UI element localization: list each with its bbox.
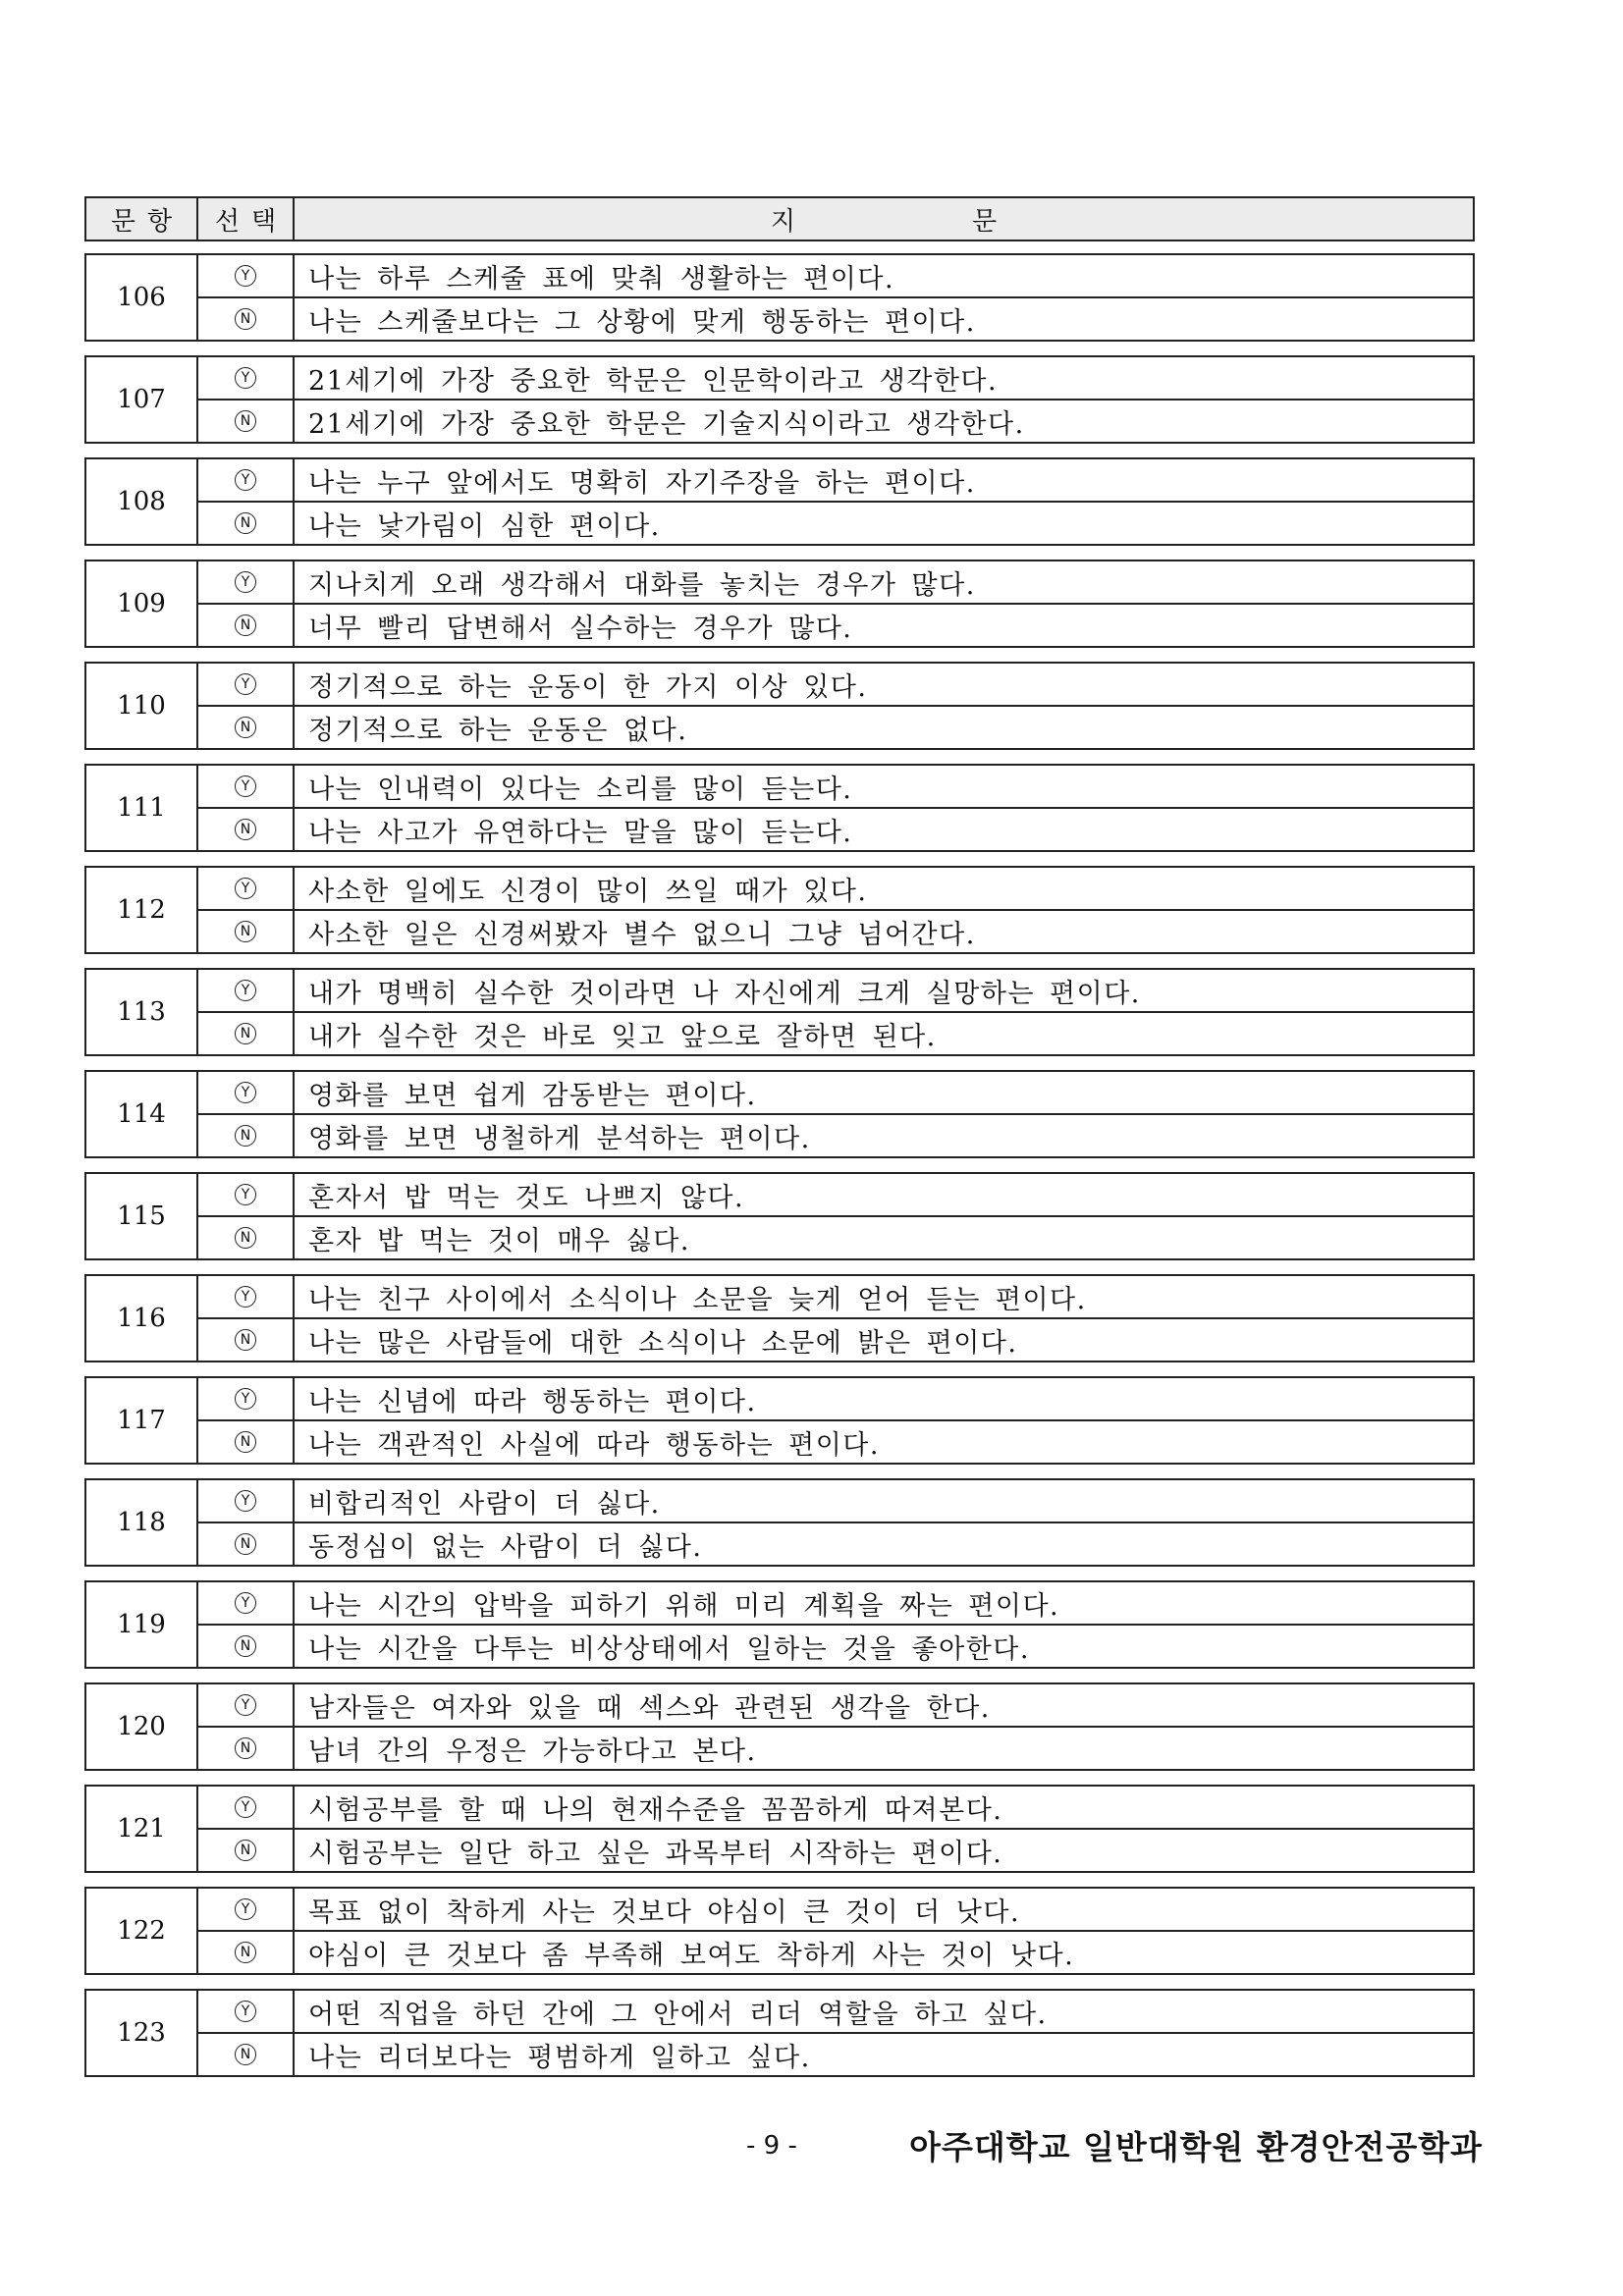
option-statement-yes: 내가 명백히 실수한 것이라면 나 자신에게 크게 실망하는 편이다.: [308, 978, 1141, 1009]
option-row-yes: [198, 868, 1473, 909]
option-statement-yes: 21세기에 가장 중요한 학문은 인문학이라고 생각한다.: [308, 365, 999, 397]
option-row-yes: [198, 1276, 1473, 1317]
option-row-no: [198, 1726, 1473, 1769]
option-row-yes: [198, 1072, 1473, 1113]
option-row-yes: [198, 664, 1473, 705]
option-select-no[interactable]: [198, 809, 295, 850]
circled-n-icon: N: [235, 1942, 256, 1963]
option-row-yes: [198, 766, 1473, 807]
option-select-no[interactable]: [198, 1013, 295, 1054]
option-statement-yes: 지나치게 오래 생각해서 대화를 놓치는 경우가 많다.: [308, 569, 976, 601]
option-select-yes[interactable]: [198, 1174, 295, 1215]
question-block: [84, 1070, 1475, 1158]
question-options: [198, 1480, 1473, 1565]
question-block: [84, 1887, 1475, 1975]
option-select-yes[interactable]: [198, 664, 295, 705]
question-block: [84, 1478, 1475, 1567]
question-number: 112: [86, 868, 198, 952]
circled-n-icon: N: [235, 1023, 256, 1044]
circled-n-icon: N: [235, 819, 256, 840]
option-row-no: [198, 1624, 1473, 1667]
option-select-yes[interactable]: [198, 1378, 295, 1419]
question-number: 111: [86, 766, 198, 850]
option-statement-yes: 나는 인내력이 있다는 소리를 많이 듣는다.: [308, 774, 853, 805]
option-select-no[interactable]: [198, 1217, 295, 1258]
circled-y-icon: Y: [235, 980, 256, 1001]
question-list: [84, 253, 1475, 2077]
circled-y-icon: Y: [235, 1388, 256, 1410]
option-statement-yes: 어떤 직업을 하던 간에 그 안에서 리더 역할을 하고 싶다.: [308, 1999, 1048, 2030]
option-statement-no: 나는 객관적인 사실에 따라 행동하는 편이다.: [308, 1429, 880, 1461]
question-options: [198, 970, 1473, 1054]
option-statement-no: 나는 낯가림이 심한 편이다.: [308, 510, 661, 542]
option-select-yes[interactable]: [198, 1276, 295, 1317]
circled-n-icon: N: [235, 1329, 256, 1351]
option-statement-no: 사소한 일은 신경써봤자 별수 없으니 그냥 넘어간다.: [308, 919, 976, 950]
circled-n-icon: N: [235, 614, 256, 636]
question-options: [198, 1174, 1473, 1258]
option-row-yes: [198, 459, 1473, 501]
option-statement-yes: 사소한 일에도 신경이 많이 쓰일 때가 있다.: [308, 876, 868, 907]
table-header: [84, 196, 1475, 241]
option-statement-no: 나는 리더보다는 평범하게 일하고 싶다.: [308, 2042, 811, 2073]
option-select-yes[interactable]: [198, 1787, 295, 1828]
option-select-no[interactable]: [198, 1932, 295, 1973]
circled-y-icon: Y: [235, 469, 256, 491]
option-statement-yes: 나는 하루 스케줄 표에 맞춰 생활하는 편이다.: [308, 263, 895, 294]
questionnaire-table: [84, 196, 1475, 2091]
question-block: [84, 968, 1475, 1056]
question-block: [84, 355, 1475, 444]
option-row-no: [198, 807, 1473, 850]
question-block: [84, 1274, 1475, 1362]
option-row-yes: [198, 1480, 1473, 1522]
option-select-yes[interactable]: [198, 970, 295, 1011]
option-select-no[interactable]: [198, 400, 295, 442]
circled-n-icon: N: [235, 1227, 256, 1249]
option-row-no: [198, 1011, 1473, 1054]
question-options: [198, 459, 1473, 544]
circled-y-icon: Y: [235, 571, 256, 593]
option-row-no: [198, 1419, 1473, 1463]
option-select-no[interactable]: [198, 2034, 295, 2075]
option-select-yes[interactable]: [198, 255, 295, 296]
option-select-yes[interactable]: [198, 1480, 295, 1522]
option-select-no[interactable]: [198, 1319, 295, 1361]
question-number: 116: [86, 1276, 198, 1361]
question-number: 108: [86, 459, 198, 544]
question-number: 123: [86, 1991, 198, 2075]
option-select-yes[interactable]: [198, 868, 295, 909]
option-statement-no: 내가 실수한 것은 바로 잊고 앞으로 잘하면 된다.: [308, 1021, 937, 1052]
question-number: 121: [86, 1787, 198, 1871]
circled-n-icon: N: [235, 308, 256, 330]
option-statement-no: 영화를 보면 냉철하게 분석하는 편이다.: [308, 1123, 811, 1154]
option-statement-yes: 남자들은 여자와 있을 때 섹스와 관련된 생각을 한다.: [308, 1692, 991, 1724]
option-row-yes: [198, 1787, 1473, 1828]
option-select-yes[interactable]: [198, 1991, 295, 2032]
question-number: 115: [86, 1174, 198, 1258]
option-statement-no: 21세기에 가장 중요한 학문은 기술지식이라고 생각한다.: [308, 408, 1025, 440]
option-select-no[interactable]: [198, 1728, 295, 1769]
header-number: 문항: [86, 198, 198, 240]
option-select-no[interactable]: [198, 707, 295, 748]
option-statement-no: 나는 시간을 다투는 비상상태에서 일하는 것을 좋아한다.: [308, 1633, 1030, 1665]
option-row-no: [198, 909, 1473, 952]
circled-y-icon: Y: [235, 265, 256, 287]
circled-n-icon: N: [235, 1431, 256, 1453]
circled-n-icon: N: [235, 410, 256, 432]
option-row-no: [198, 1522, 1473, 1565]
question-block: [84, 1376, 1475, 1465]
header-select: 선택: [198, 198, 295, 240]
option-row-no: [198, 1113, 1473, 1156]
circled-y-icon: Y: [235, 878, 256, 899]
question-number: 120: [86, 1684, 198, 1769]
question-options: [198, 766, 1473, 850]
question-block: [84, 1172, 1475, 1260]
option-row-yes: [198, 1378, 1473, 1419]
question-number: 106: [86, 255, 198, 340]
question-block: [84, 866, 1475, 954]
question-block: [84, 1682, 1475, 1771]
question-number: 113: [86, 970, 198, 1054]
question-options: [198, 1072, 1473, 1156]
option-statement-yes: 나는 친구 사이에서 소식이나 소문을 늦게 얻어 듣는 편이다.: [308, 1284, 1087, 1315]
question-options: [198, 357, 1473, 442]
option-statement-yes: 나는 신념에 따라 행동하는 편이다.: [308, 1386, 757, 1417]
option-select-yes[interactable]: [198, 459, 295, 501]
option-row-yes: [198, 1582, 1473, 1624]
question-block: [84, 457, 1475, 546]
question-options: [198, 1991, 1473, 2075]
option-select-yes[interactable]: [198, 561, 295, 603]
option-row-no: [198, 1215, 1473, 1258]
option-select-yes[interactable]: [198, 1582, 295, 1624]
option-select-no[interactable]: [198, 298, 295, 340]
option-row-no: [198, 1930, 1473, 1973]
option-row-no: [198, 2032, 1473, 2075]
question-block: [84, 253, 1475, 342]
option-statement-no: 시험공부는 일단 하고 싶은 과목부터 시작하는 편이다.: [308, 1838, 1003, 1869]
question-options: [198, 1276, 1473, 1361]
question-options: [198, 664, 1473, 748]
option-row-no: [198, 399, 1473, 442]
question-block: [84, 1989, 1475, 2077]
circled-y-icon: Y: [235, 1898, 256, 1920]
option-statement-yes: 나는 누구 앞에서도 명확히 자기주장을 하는 편이다.: [308, 467, 976, 499]
circled-n-icon: N: [235, 1840, 256, 1861]
circled-n-icon: N: [235, 1533, 256, 1555]
option-row-yes: [198, 1991, 1473, 2032]
option-statement-no: 나는 스케줄보다는 그 상황에 맞게 행동하는 편이다.: [308, 306, 976, 338]
option-statement-no: 너무 빨리 답변해서 실수하는 경우가 많다.: [308, 613, 853, 644]
question-block: [84, 662, 1475, 750]
circled-y-icon: Y: [235, 1286, 256, 1308]
circled-y-icon: Y: [235, 1184, 256, 1205]
option-row-no: [198, 1828, 1473, 1871]
question-number: 110: [86, 664, 198, 748]
circled-n-icon: N: [235, 1635, 256, 1657]
option-select-no[interactable]: [198, 1523, 295, 1565]
option-row-yes: [198, 1684, 1473, 1726]
question-options: [198, 1684, 1473, 1769]
option-select-yes[interactable]: [198, 1889, 295, 1930]
circled-y-icon: Y: [235, 1082, 256, 1103]
circled-y-icon: Y: [235, 1694, 256, 1716]
question-options: [198, 868, 1473, 952]
option-row-yes: [198, 970, 1473, 1011]
question-options: [198, 1787, 1473, 1871]
page-footer: [687, 2122, 1483, 2168]
circled-y-icon: Y: [235, 1490, 256, 1512]
option-statement-yes: 비합리적인 사람이 더 싫다.: [308, 1488, 661, 1520]
option-row-no: [198, 705, 1473, 748]
option-select-no[interactable]: [198, 605, 295, 646]
option-row-no: [198, 296, 1473, 340]
option-row-no: [198, 1317, 1473, 1361]
question-number: 109: [86, 561, 198, 646]
option-row-yes: [198, 1174, 1473, 1215]
option-statement-yes: 영화를 보면 쉽게 감동받는 편이다.: [308, 1080, 757, 1111]
question-block: [84, 1785, 1475, 1873]
question-number: 118: [86, 1480, 198, 1565]
circled-n-icon: N: [235, 2044, 256, 2065]
header-statement: 지문: [770, 206, 1174, 237]
institution-name: 아주대학교 일반대학원 환경안전공학과: [909, 2128, 1483, 2166]
question-number: 114: [86, 1072, 198, 1156]
circled-y-icon: Y: [235, 1796, 256, 1818]
question-number: 122: [86, 1889, 198, 1973]
option-statement-no: 동정심이 없는 사람이 더 싫다.: [308, 1531, 703, 1563]
option-statement-yes: 혼자서 밥 먹는 것도 나쁘지 않다.: [308, 1182, 745, 1213]
question-number: 107: [86, 357, 198, 442]
option-statement-no: 남녀 간의 우정은 가능하다고 본다.: [308, 1735, 757, 1767]
option-statement-no: 혼자 밥 먹는 것이 매우 싫다.: [308, 1225, 690, 1256]
option-statement-yes: 정기적으로 하는 운동이 한 가지 이상 있다.: [308, 671, 868, 703]
question-block: [84, 560, 1475, 648]
question-number: 119: [86, 1582, 198, 1667]
option-row-yes: [198, 561, 1473, 603]
option-statement-no: 나는 많은 사람들에 대한 소식이나 소문에 밝은 편이다.: [308, 1327, 1018, 1359]
option-select-yes[interactable]: [198, 1684, 295, 1726]
option-select-no[interactable]: [198, 1626, 295, 1667]
circled-n-icon: N: [235, 512, 256, 534]
circled-n-icon: N: [235, 921, 256, 942]
circled-n-icon: N: [235, 1125, 256, 1147]
option-select-yes[interactable]: [198, 1072, 295, 1113]
option-statement-yes: 나는 시간의 압박을 피하기 위해 미리 계획을 짜는 편이다.: [308, 1590, 1060, 1622]
question-options: [198, 1378, 1473, 1463]
option-select-yes[interactable]: [198, 766, 295, 807]
circled-n-icon: N: [235, 1737, 256, 1759]
circled-y-icon: Y: [235, 673, 256, 695]
circled-y-icon: Y: [235, 367, 256, 389]
option-statement-no: 야심이 큰 것보다 좀 부족해 보여도 착하게 사는 것이 낫다.: [308, 1940, 1075, 1971]
circled-n-icon: N: [235, 717, 256, 738]
option-row-no: [198, 603, 1473, 646]
page-number: - 9 -: [746, 2130, 797, 2161]
circled-y-icon: Y: [235, 1592, 256, 1614]
option-select-no[interactable]: [198, 1421, 295, 1463]
question-options: [198, 1582, 1473, 1667]
question-options: [198, 255, 1473, 340]
circled-y-icon: Y: [235, 775, 256, 797]
option-select-no[interactable]: [198, 911, 295, 952]
question-options: [198, 1889, 1473, 1973]
option-statement-yes: 목표 없이 착하게 사는 것보다 야심이 큰 것이 더 낫다.: [308, 1896, 1021, 1928]
question-block: [84, 1580, 1475, 1669]
option-statement-yes: 시험공부를 할 때 나의 현재수준을 꼼꼼하게 따져본다.: [308, 1794, 1003, 1826]
question-number: 117: [86, 1378, 198, 1463]
circled-y-icon: Y: [235, 2001, 256, 2022]
question-block: [84, 764, 1475, 852]
option-select-yes[interactable]: [198, 357, 295, 399]
question-options: [198, 561, 1473, 646]
option-row-yes: [198, 357, 1473, 399]
option-row-no: [198, 501, 1473, 544]
option-select-no[interactable]: [198, 1830, 295, 1871]
option-row-yes: [198, 255, 1473, 296]
option-statement-no: 정기적으로 하는 운동은 없다.: [308, 715, 688, 746]
option-statement-no: 나는 사고가 유연하다는 말을 많이 듣는다.: [308, 817, 853, 848]
option-select-no[interactable]: [198, 1115, 295, 1156]
option-select-no[interactable]: [198, 503, 295, 544]
option-row-yes: [198, 1889, 1473, 1930]
